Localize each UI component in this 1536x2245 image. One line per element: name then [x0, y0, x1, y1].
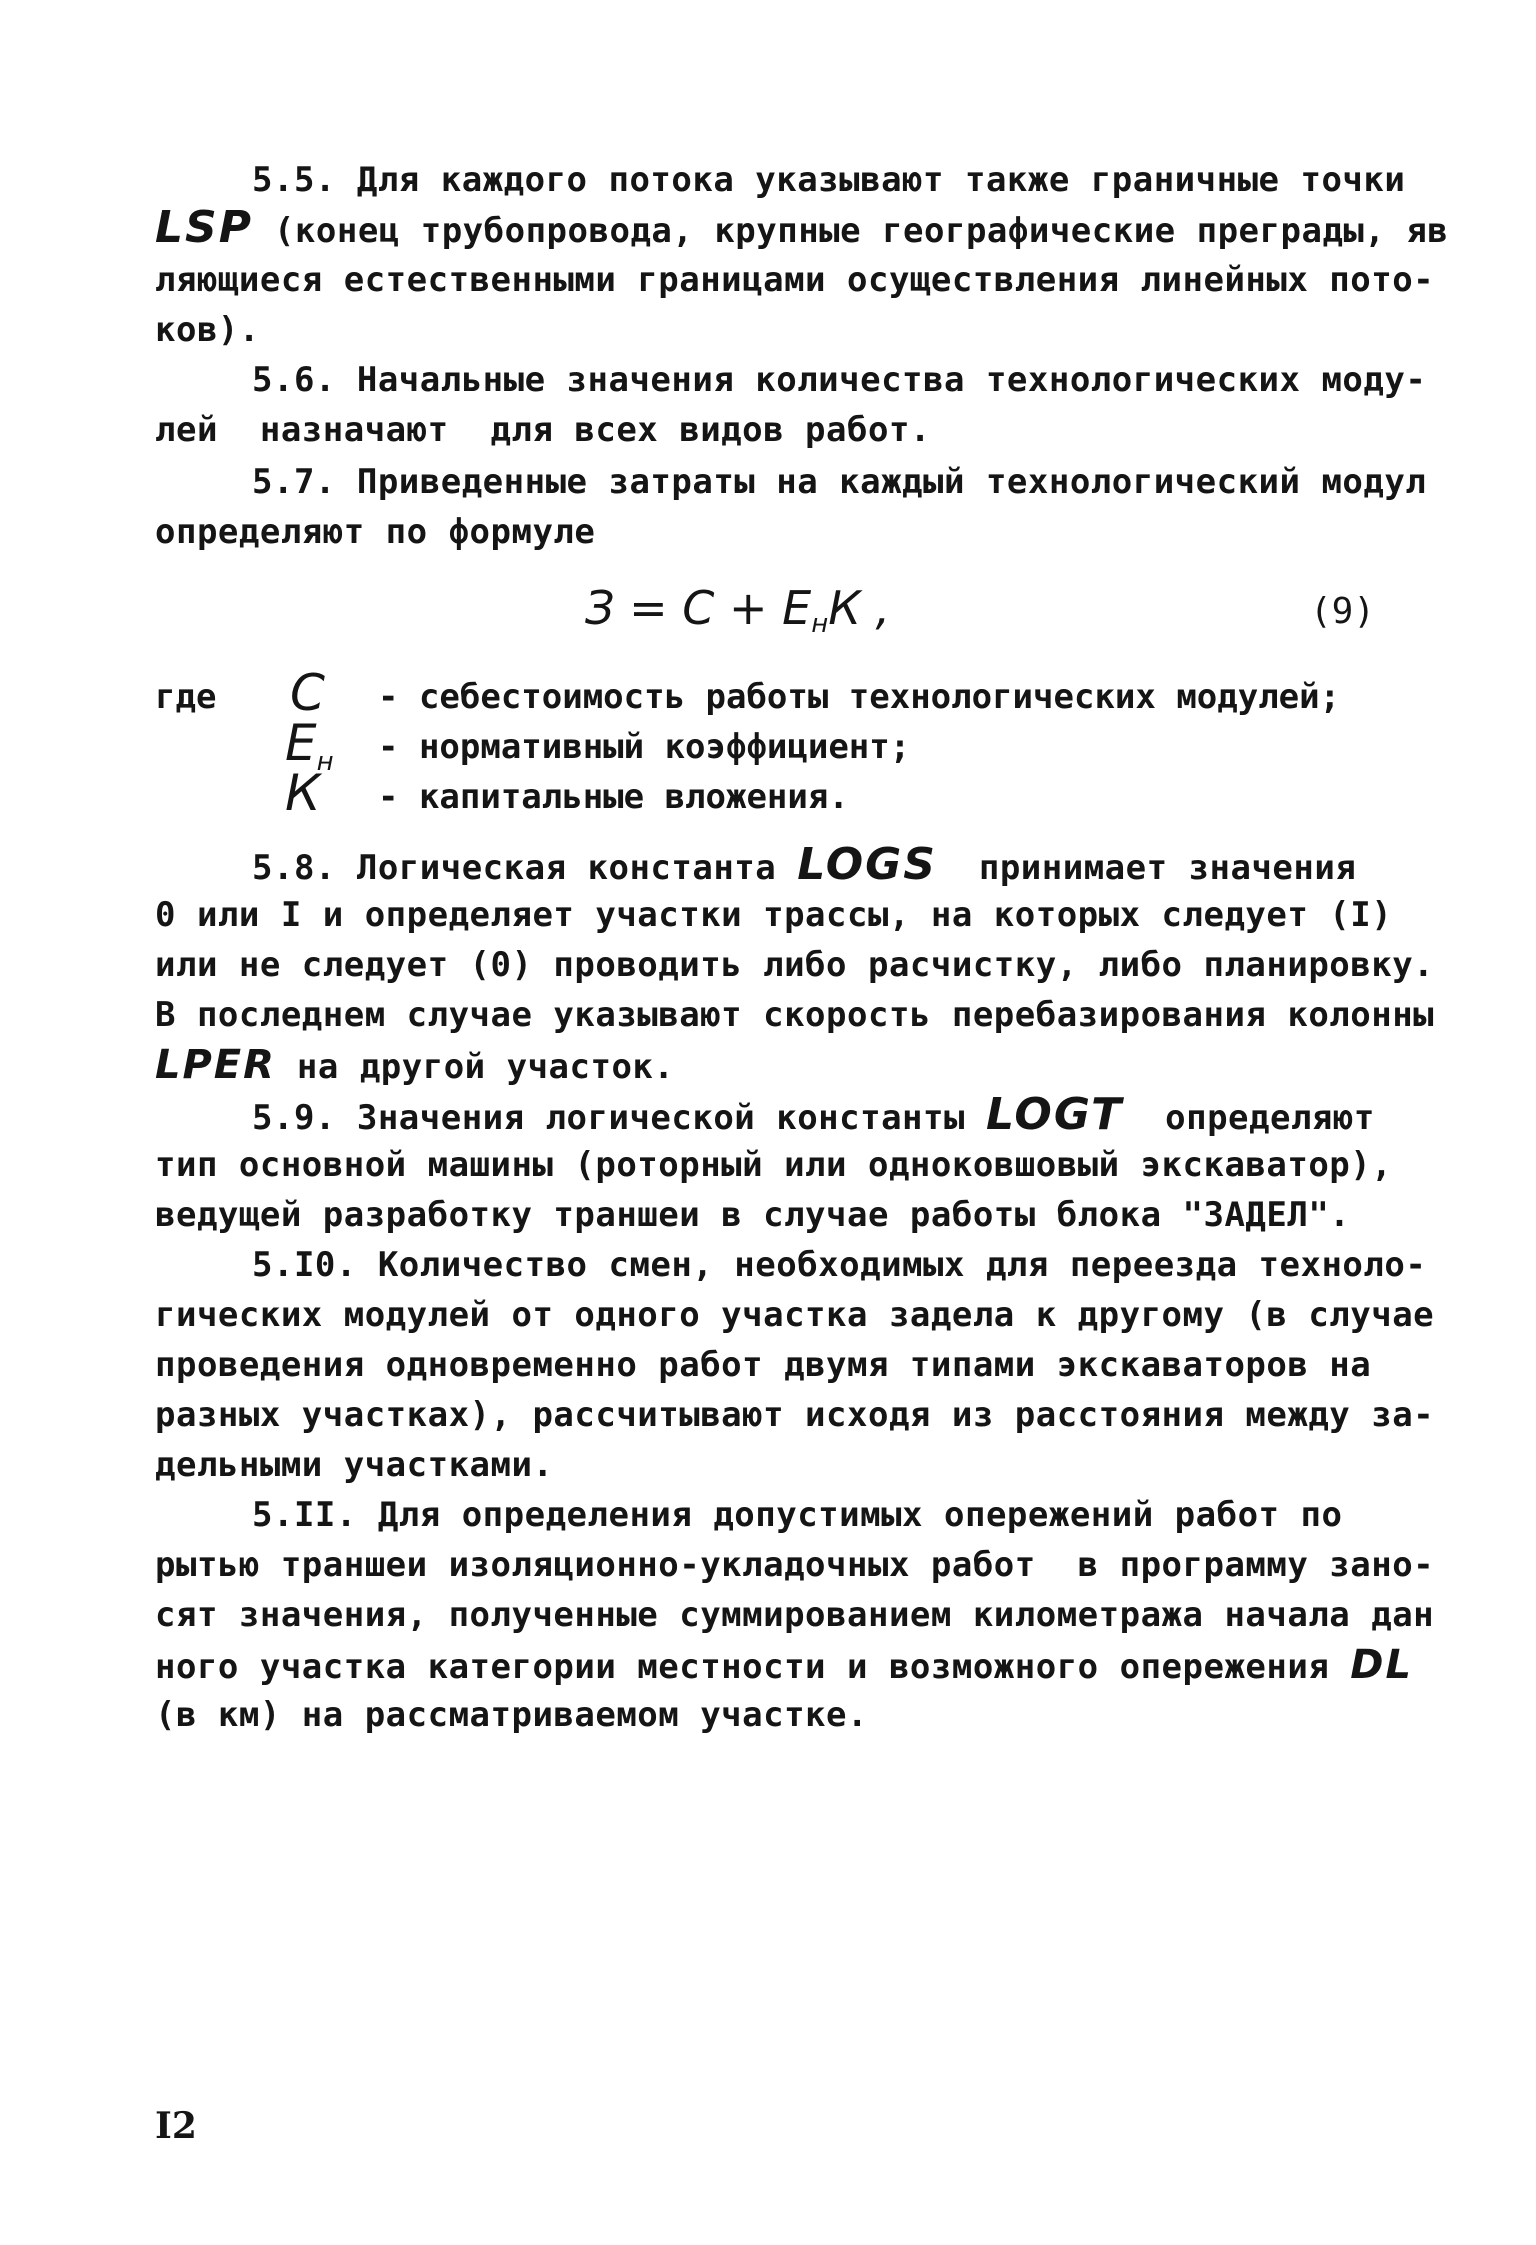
s58-line-1-a: 5.8. Логическая константа — [252, 848, 798, 888]
s59-line-1 — [252, 1089, 1375, 1140]
legend-text-k: - капитальные вложения. — [378, 777, 849, 817]
s58-line-5 — [155, 1043, 674, 1089]
lsp-symbol: LSP — [155, 202, 253, 253]
s58-line-1 — [252, 839, 1357, 890]
page-number: I2 — [155, 2105, 197, 2147]
s57-line-2: определяют по формуле — [155, 512, 596, 552]
s56-line-1: 5.6. Начальные значения количества технологических моду- — [252, 360, 1427, 400]
formula-rest: К , — [828, 581, 891, 635]
s58-line-4: В последнем случае указывают скорость перебазирования колонны — [155, 995, 1435, 1035]
dl-symbol: DL — [1350, 1642, 1413, 1688]
s510-line-3: проведения одновременно работ двумя типами экскаваторов на — [155, 1345, 1372, 1385]
s55-line-1: 5.5. Для каждого потока указывают также граничные точки — [252, 160, 1406, 200]
legend-text-eh: - нормативный коэффициент; — [378, 727, 911, 767]
s55-line-2-text: (конец трубопровода, крупные географические преграды, яв — [252, 211, 1449, 251]
legend-symbol-c-text: С — [290, 664, 325, 722]
s511-line-1: 5.II. Для определения допустимых опережений работ по — [252, 1495, 1343, 1535]
s510-line-5: дельными участками. — [155, 1445, 554, 1485]
logs-symbol: LOGS — [797, 839, 937, 890]
formula-9 — [585, 580, 890, 652]
logt-symbol: LOGT — [985, 1089, 1124, 1140]
s55-line-2 — [155, 202, 1449, 253]
legend-where: где — [155, 677, 217, 717]
s511-line-4-a: ного участка категории местности и возможного опережения — [155, 1647, 1351, 1687]
s511-line-3: сят значения, полученные суммированием километража начала дан — [155, 1595, 1435, 1635]
s58-line-5-text: на другой участок. — [275, 1047, 675, 1087]
s511-line-5: (в км) на рассматриваемом участке. — [155, 1695, 868, 1735]
s511-line-4 — [155, 1643, 1413, 1689]
legend-symbol-c — [290, 664, 325, 722]
s59-line-1-b: определяют — [1123, 1098, 1375, 1138]
lper-symbol: LPER — [155, 1042, 276, 1088]
formula-lhs: З = С + Е — [585, 581, 812, 635]
legend-symbol-k-text: К — [285, 764, 321, 822]
s511-line-2: рытью траншеи изоляционно-укладочных работ в программу зано- — [155, 1545, 1435, 1585]
equation-number: (9) — [1310, 591, 1376, 632]
s59-line-2: тип основной машины (роторный или одноковшовый экскаватор), — [155, 1145, 1393, 1185]
legend-text-c: - себестоимость работы технологических модулей; — [378, 677, 1341, 717]
legend-symbol-eh-sub: н — [316, 747, 334, 777]
s58-line-3: или не следует (0) проводить либо расчистку, либо планировку. — [155, 945, 1435, 985]
s59-line-3: ведущей разработку траншеи в случае работы блока "ЗАДЕЛ". — [155, 1195, 1351, 1235]
s58-line-1-b: принимает значения — [936, 848, 1357, 888]
s510-line-2: гических модулей от одного участка задела к другому (в случае — [155, 1295, 1435, 1335]
s510-line-4: разных участках), рассчитывают исходя из расстояния между за- — [155, 1395, 1435, 1435]
s55-line-3: ляющиеся естественными границами осуществления линейных пото- — [155, 260, 1435, 300]
s510-line-1: 5.I0. Количество смен, необходимых для переезда техноло- — [252, 1245, 1427, 1285]
s58-line-2: 0 или I и определяет участки трассы, на которых следует (I) — [155, 895, 1393, 935]
s55-line-4: ков). — [155, 310, 260, 350]
s56-line-2: лей назначают для всех видов работ. — [155, 410, 931, 450]
formula-subscript: н — [811, 609, 829, 639]
s59-line-1-a: 5.9. Значения логической константы — [252, 1098, 986, 1138]
legend-symbol-eh-text: Е — [285, 714, 317, 772]
s57-line-1: 5.7. Приведенные затраты на каждый технологический модул — [252, 462, 1427, 502]
legend-symbol-k — [285, 764, 321, 822]
